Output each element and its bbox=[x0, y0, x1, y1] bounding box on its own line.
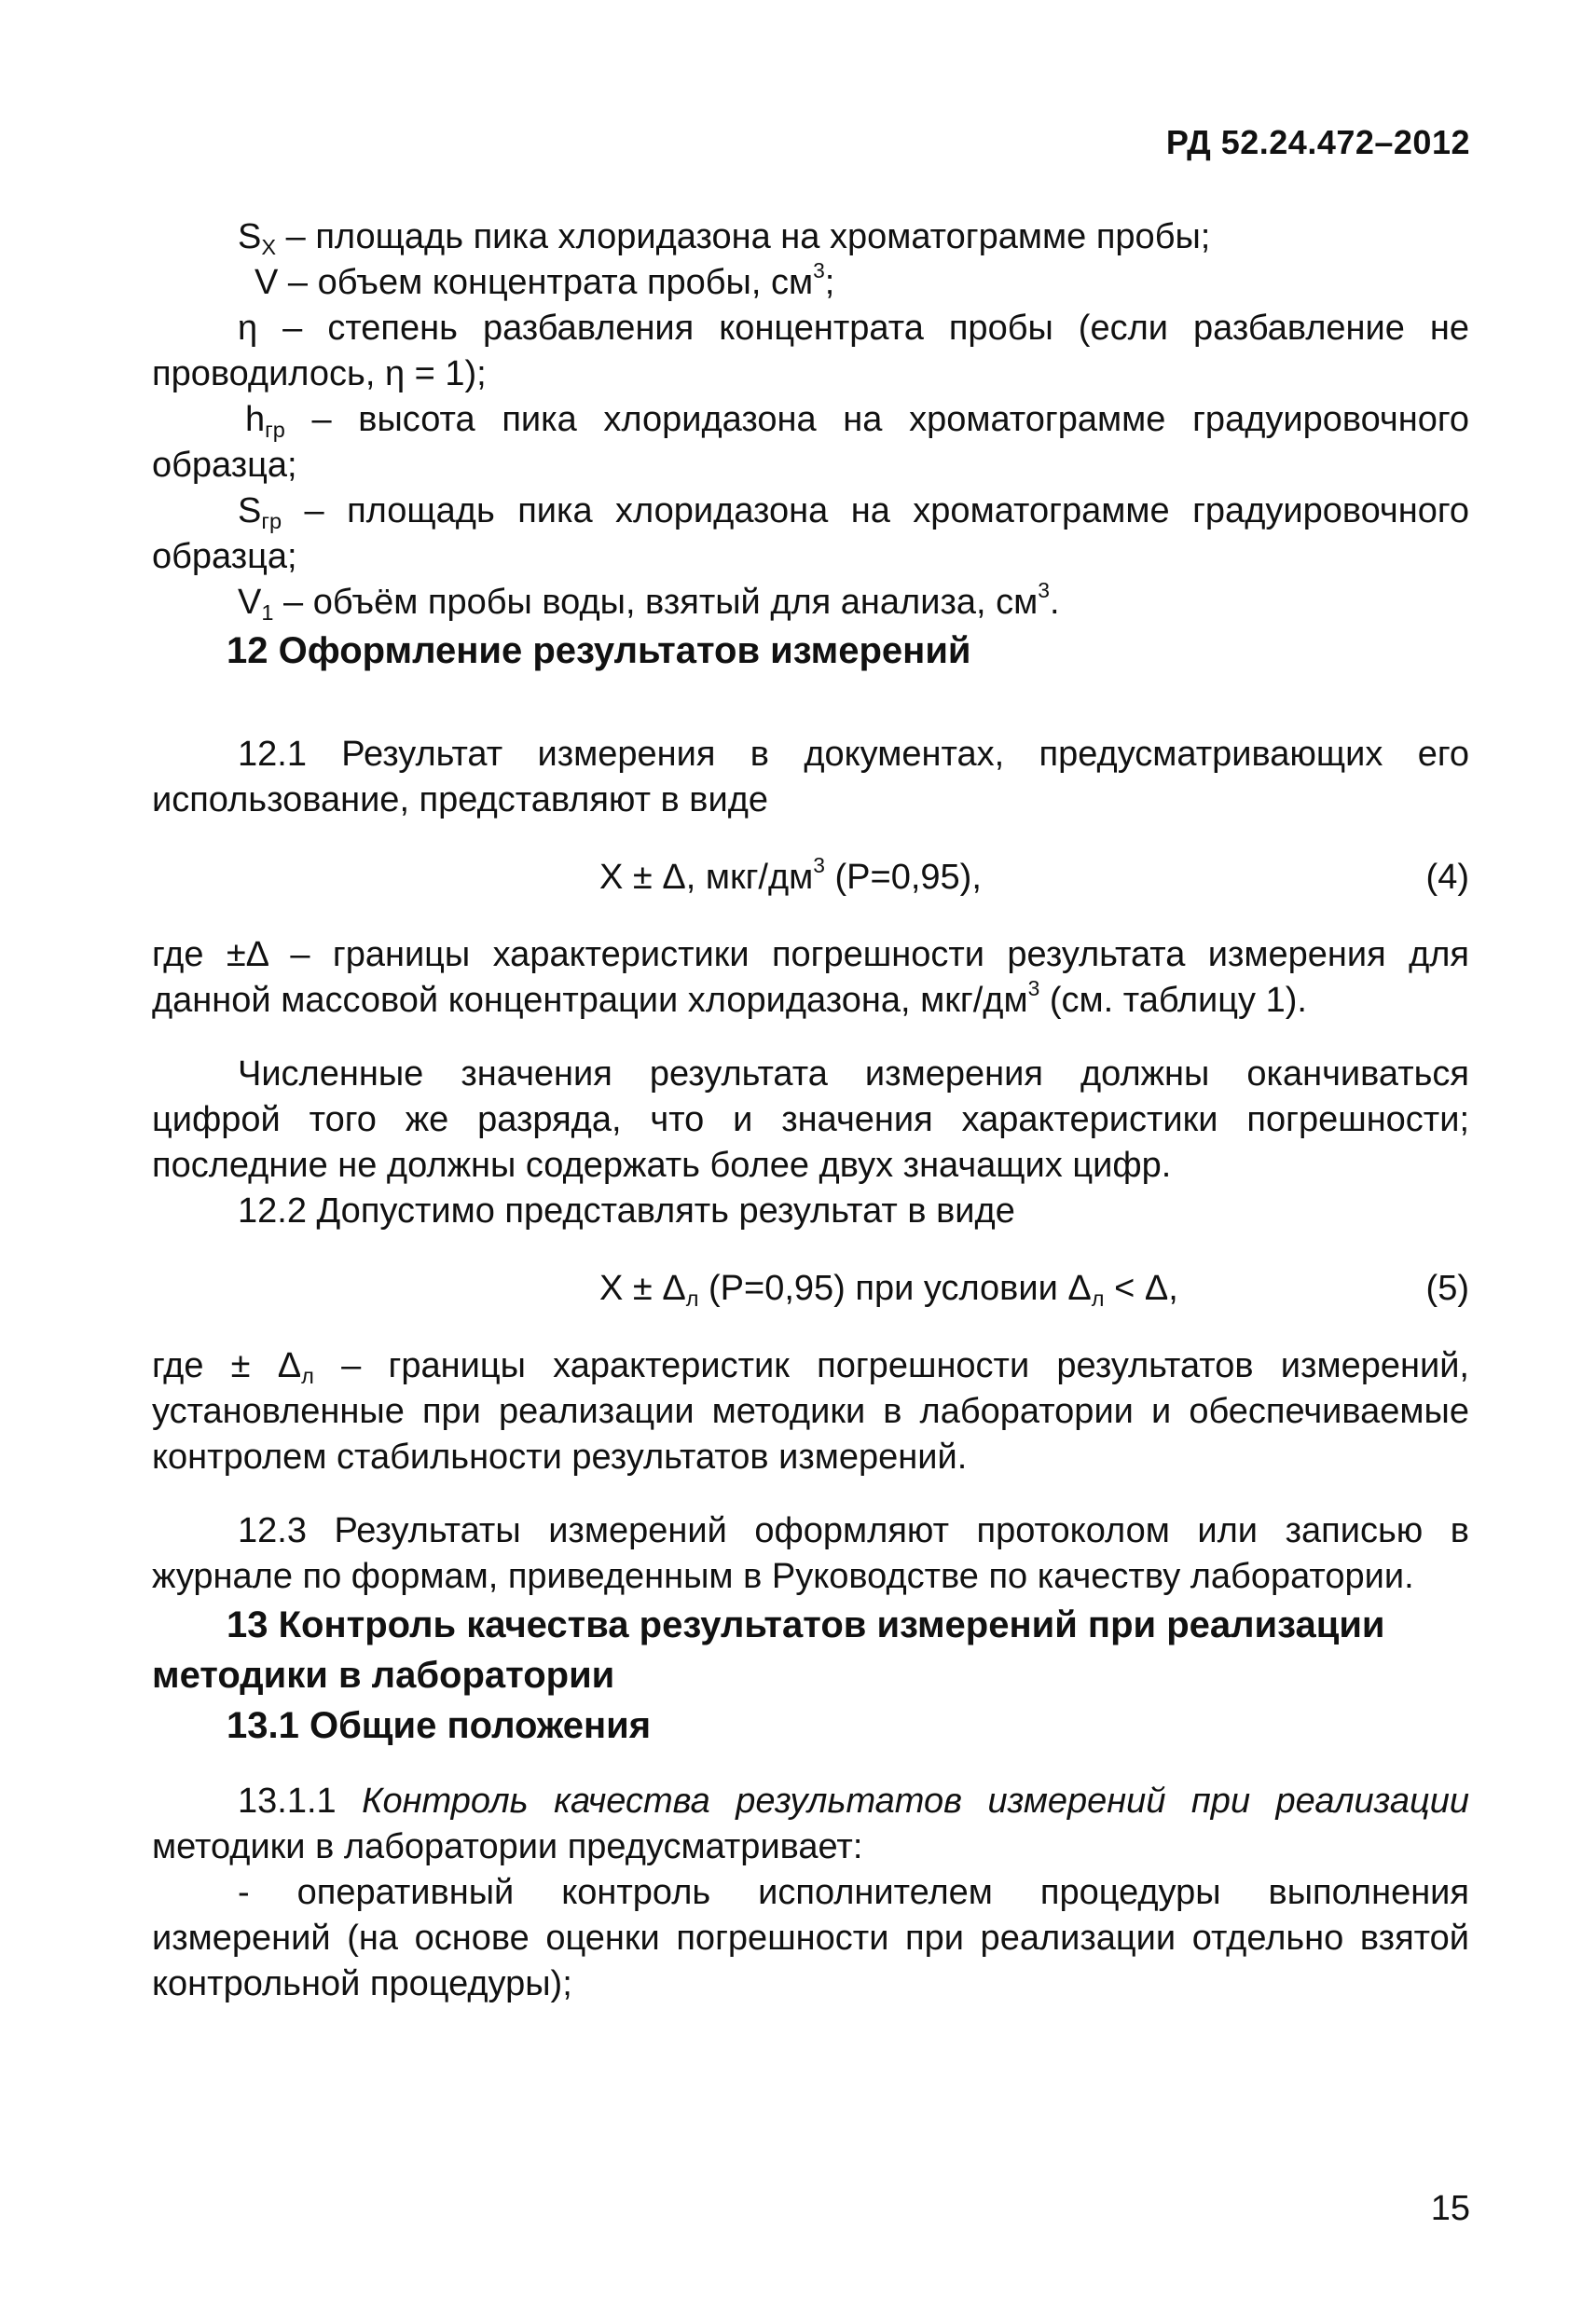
superscript: 3 bbox=[1027, 975, 1040, 1000]
paragraph-13-1-1 bbox=[152, 1779, 1469, 1870]
formula-text: (P=0,95) при условии Δ bbox=[698, 1269, 1092, 1308]
definition-text: – высота пика хлоридазона на хроматограмме градуировочного образца; bbox=[152, 400, 1469, 485]
explanation-text: где ± Δ bbox=[152, 1346, 302, 1385]
explanation-text: (см. таблицу 1). bbox=[1039, 981, 1307, 1020]
bullet-operational-control: - оперативный контроль исполнителем процедуры выполнения измерений (на основе оценки погрешности при реализации отдельно взятой контрольной процедуры); bbox=[152, 1873, 1469, 2003]
formula-text: (P=0,95), bbox=[824, 858, 982, 897]
def-sx bbox=[152, 214, 1469, 260]
formula-text: X ± Δ, мкг/дм bbox=[599, 858, 814, 897]
formula-5-number: (5) bbox=[1425, 1269, 1469, 1308]
def-sgr bbox=[152, 489, 1469, 580]
heading-line: 13 Контроль качества результатов измерений при реализации bbox=[227, 1604, 1385, 1645]
section-13-1-heading: 13.1 Общие положения bbox=[227, 1705, 652, 1746]
symbol: S bbox=[238, 217, 262, 256]
def-eta: η – степень разбавления концентрата пробы (если разбавление не проводилось, η = 1); bbox=[152, 309, 1469, 393]
definition-text: – объём пробы воды, взятый для анализа, см bbox=[273, 583, 1039, 622]
clause-number: 13.1.1 bbox=[238, 1782, 363, 1821]
explanation-text: – границы характеристик погрешности результатов измерений, установленные при реализации методики в лаборатории и обеспечиваемые контролем стабильности результатов измерений. bbox=[152, 1346, 1469, 1477]
paragraph-numeric-values: Численные значения результата измерения должны оканчиваться цифрой того же разряда, что и значения характеристики погрешности; последние не должны содержать более двух значащих цифр. bbox=[152, 1054, 1469, 1185]
subscript: л bbox=[1091, 1287, 1105, 1312]
definition-text: – площадь пика хлоридазона на хроматограмме градуировочного образца; bbox=[152, 491, 1469, 576]
formula-5-expression bbox=[599, 1266, 1178, 1312]
superscript: 3 bbox=[1038, 577, 1050, 602]
def-v1 bbox=[152, 577, 1469, 626]
subscript: л bbox=[301, 1364, 314, 1389]
formula-5 bbox=[152, 1266, 1469, 1312]
document-code-header: РД 52.24.472–2012 bbox=[1165, 123, 1470, 161]
subscript: гр bbox=[265, 418, 285, 443]
punctuation: ; bbox=[824, 263, 835, 302]
formula-text: < Δ, bbox=[1104, 1269, 1178, 1308]
subscript: 1 bbox=[261, 600, 274, 626]
clause-text-italic: Контроль качества результатов измерений при реализации bbox=[362, 1782, 1469, 1821]
superscript: 3 bbox=[813, 852, 825, 877]
definition-text: – объем концентрата пробы, см bbox=[278, 263, 814, 302]
definition-text: – площадь пика хлоридазона на хроматограмме пробы; bbox=[276, 217, 1211, 256]
where-delta bbox=[152, 932, 1469, 1024]
formula-4-number: (4) bbox=[1425, 858, 1469, 897]
def-hgr bbox=[152, 397, 1469, 489]
heading-line: методики в лаборатории bbox=[152, 1655, 615, 1696]
paragraph-12-2: 12.2 Допустимо представлять результат в виде bbox=[238, 1191, 1015, 1231]
where-delta-l bbox=[152, 1343, 1469, 1480]
explanation-text: где ±Δ – границы характеристики погрешности результата измерения для данной массовой концентрации хлоридазона, мкг/дм bbox=[152, 935, 1469, 1020]
paragraph-12-1: 12.1 Результат измерения в документах, предусматривающих его использование, представляют в виде bbox=[152, 735, 1469, 819]
clause-text: методики в лаборатории предусматривает: bbox=[152, 1827, 863, 1866]
symbol: V bbox=[238, 583, 262, 622]
def-v bbox=[152, 257, 1469, 306]
formula-4 bbox=[152, 852, 1469, 901]
section-13-heading bbox=[152, 1600, 1469, 1700]
formula-text: X ± Δ bbox=[599, 1269, 686, 1308]
section-12-heading: 12 Оформление результатов измерений bbox=[227, 630, 971, 671]
symbol: V bbox=[255, 263, 279, 302]
punctuation: . bbox=[1049, 583, 1060, 622]
paragraph-12-3: 12.3 Результаты измерений оформляют протоколом или записью в журнале по формам, приведенным в Руководстве по качеству лаборатории. bbox=[152, 1511, 1469, 1596]
page-number: 15 bbox=[1430, 2189, 1470, 2228]
subscript: гр bbox=[261, 509, 282, 534]
formula-4-expression bbox=[599, 852, 982, 901]
symbol: h bbox=[245, 400, 266, 439]
superscript: 3 bbox=[813, 257, 825, 282]
subscript: л bbox=[685, 1287, 699, 1312]
page-content bbox=[152, 214, 1469, 2007]
symbol: S bbox=[238, 491, 262, 530]
subscript: X bbox=[261, 235, 277, 260]
